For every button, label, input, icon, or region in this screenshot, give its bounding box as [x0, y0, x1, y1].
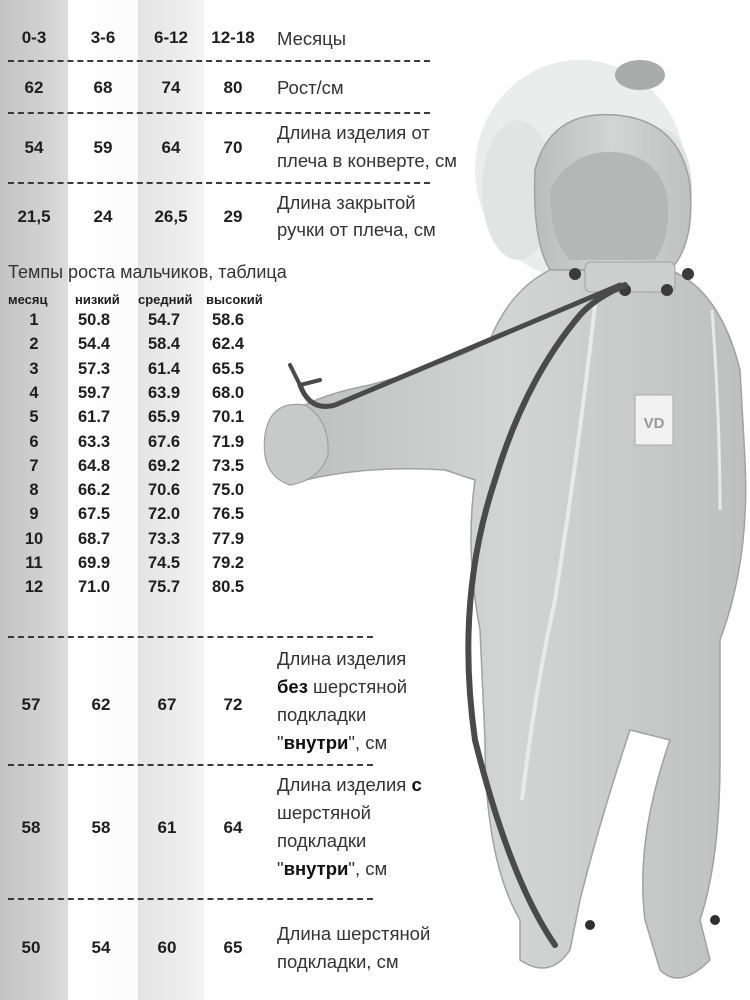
growth-cell-month: 6: [29, 432, 39, 451]
growth-cell-low: 50.8: [78, 311, 111, 329]
divider: [8, 60, 430, 62]
growth-cell-low: 59.7: [78, 383, 111, 402]
growth-cell-high: 73.5: [212, 456, 245, 475]
cell-no-lining-1: 62: [91, 695, 111, 714]
cell-length-envelope-2: 64: [161, 138, 181, 157]
growth-cell-low: 57.3: [78, 359, 111, 378]
cell-height-0: 62: [24, 78, 44, 97]
cell-sleeve-3: 29: [223, 207, 243, 226]
growth-cell-month: 2: [29, 335, 39, 354]
cell-length-envelope-1: 59: [93, 138, 113, 157]
snap-button: [569, 268, 581, 280]
brand-patch: [635, 395, 673, 445]
growth-cell-mid: 67.6: [148, 432, 181, 451]
growth-cell-high: 75.0: [212, 481, 245, 500]
growth-cell-high: 79.2: [212, 554, 245, 572]
label-lining-length-line1: Длина шерстяной: [277, 923, 431, 944]
snap-button: [661, 284, 673, 296]
growth-cell-low: 61.7: [78, 408, 111, 427]
cell-age-3-6: 3-6: [90, 28, 116, 47]
growth-cell-month: 1: [29, 311, 39, 329]
growth-cell-month: 11: [25, 554, 43, 572]
growth-cell-mid: 74.5: [148, 554, 181, 572]
cell-with-lining-2: 61: [157, 818, 177, 837]
divider: [8, 112, 430, 114]
cell-lining-length-2: 60: [157, 938, 177, 957]
label-with-lining-line3: подкладки: [277, 830, 367, 851]
cell-lining-length-1: 54: [91, 938, 111, 957]
snap-button: [682, 268, 694, 280]
cell-height-2: 74: [161, 78, 181, 97]
label-length-envelope-line2: плеча в конверте, см: [277, 150, 457, 171]
cell-no-lining-2: 67: [157, 695, 177, 714]
cell-no-lining-3: 72: [223, 695, 243, 714]
cell-age-0-3: 0-3: [21, 28, 47, 47]
cell-height-3: 80: [223, 78, 243, 97]
growth-cell-mid: 65.9: [148, 408, 181, 427]
growth-cell-month: 9: [29, 505, 39, 524]
label-no-lining-line1: Длина изделия: [277, 648, 407, 669]
growth-cell-mid: 73.3: [148, 529, 181, 548]
cell-age-12-18: 12-18: [211, 28, 255, 47]
cell-with-lining-3: 64: [223, 818, 243, 837]
label-length-envelope-line1: Длина изделия от: [277, 122, 430, 143]
label-with-lining-line1: Длина изделия с: [277, 774, 422, 795]
cell-sleeve-0: 21,5: [17, 207, 51, 226]
cell-lining-length-3: 65: [223, 938, 243, 957]
cell-sleeve-2: 26,5: [154, 207, 188, 226]
growth-header-mid: средний: [138, 292, 193, 307]
growth-cell-high: 65.5: [212, 359, 245, 378]
growth-cell-mid: 69.2: [148, 456, 181, 475]
growth-cell-low: 69.9: [78, 554, 111, 572]
divider: [8, 764, 373, 766]
growth-cell-low: 54.4: [78, 335, 111, 354]
growth-cell-month: 10: [24, 529, 44, 548]
divider: [8, 182, 430, 184]
label-with-lining-line2: шерстяной: [277, 802, 371, 823]
cell-no-lining-0: 57: [21, 695, 41, 714]
label-months: Месяцы: [277, 28, 347, 49]
growth-cell-mid: 70.6: [148, 481, 181, 500]
growth-cell-low: 67.5: [78, 505, 111, 524]
growth-cell-low: 68.7: [78, 529, 111, 548]
growth-cell-high: 71.9: [212, 432, 245, 451]
label-no-lining-line3: подкладки: [277, 704, 367, 725]
growth-cell-high: 80.5: [212, 578, 245, 597]
cell-sleeve-1: 24: [93, 207, 113, 226]
growth-cell-low: 71.0: [78, 578, 111, 597]
growth-cell-month: 12: [24, 578, 44, 597]
cell-age-6-12: 6-12: [153, 28, 189, 47]
growth-header-month: месяц: [8, 292, 48, 307]
cell-height-1: 68: [93, 78, 113, 97]
growth-header-high: высокий: [206, 292, 263, 307]
divider: [8, 636, 373, 638]
growth-cell-mid: 75.7: [148, 578, 181, 597]
growth-cell-high: 68.0: [212, 383, 245, 402]
growth-header-low: низкий: [75, 292, 120, 307]
growth-cell-mid: 61.4: [148, 359, 181, 378]
growth-cell-low: 63.3: [78, 432, 111, 451]
growth-cell-high: 58.6: [212, 311, 245, 329]
growth-cell-month: 5: [29, 408, 39, 427]
growth-cell-mid: 72.0: [148, 505, 181, 524]
label-no-lining-line2: без шерстяной: [277, 676, 408, 697]
growth-cell-mid: 58.4: [148, 335, 181, 354]
cell-lining-length-0: 50: [21, 938, 41, 957]
growth-cell-month: 3: [29, 359, 39, 378]
growth-cell-month: 7: [29, 456, 39, 475]
growth-cell-low: 66.2: [78, 481, 111, 500]
cell-with-lining-1: 58: [91, 818, 111, 837]
growth-cell-month: 4: [29, 383, 39, 402]
label-sleeve-line1: Длина закрытой: [277, 192, 416, 213]
brand-patch-text: VD: [643, 415, 665, 432]
growth-cell-mid: 63.9: [148, 383, 181, 402]
growth-cell-high: 77.9: [212, 529, 245, 548]
label-lining-length-line2: подкладки, см: [277, 951, 399, 972]
growth-cell-high: 62.4: [212, 335, 245, 354]
label-with-lining-line4: "внутри", см: [277, 858, 388, 879]
growth-cell-month: 8: [29, 481, 39, 500]
growth-cell-high: 76.5: [212, 505, 245, 524]
label-sleeve-line2: ручки от плеча, см: [277, 219, 436, 240]
growth-cell-low: 64.8: [78, 456, 111, 475]
growth-cell-mid: 54.7: [148, 311, 181, 329]
cell-with-lining-0: 58: [21, 818, 41, 837]
label-height: Рост/см: [277, 77, 344, 98]
growth-cell-high: 70.1: [212, 408, 245, 427]
cell-length-envelope-3: 70: [223, 138, 243, 157]
cell-length-envelope-0: 54: [24, 138, 44, 157]
label-no-lining-line4: "внутри", см: [277, 732, 388, 753]
growth-table-title: Темпы роста мальчиков, таблица: [8, 262, 287, 282]
divider: [8, 898, 373, 900]
